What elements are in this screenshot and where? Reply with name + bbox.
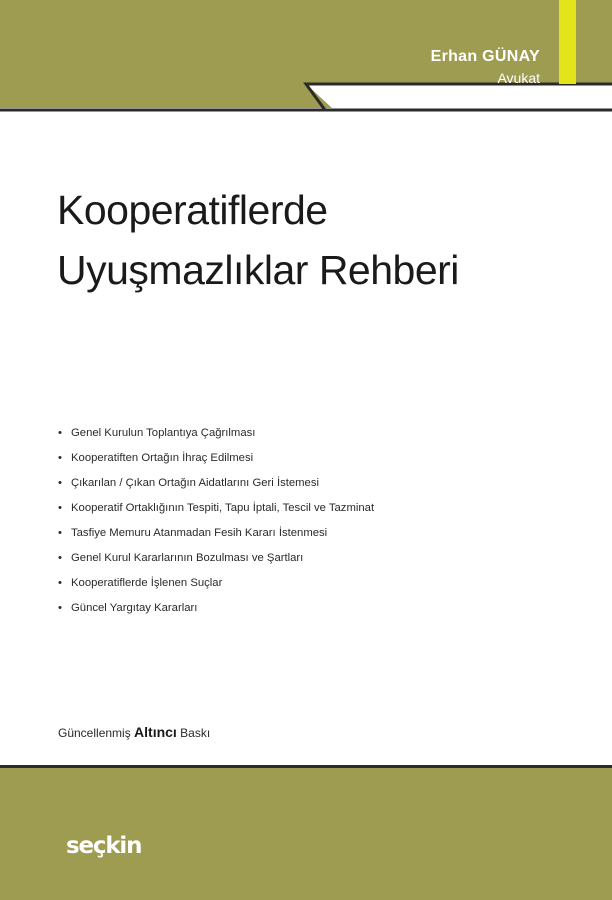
author-name: Erhan GÜNAY [430, 48, 540, 65]
topic-item: • Kooperatif Ortaklığının Tespiti, Tapu İptali, Tescil ve Tazminat [58, 496, 374, 521]
publisher-logo: seçkin [66, 833, 142, 859]
yellow-accent-tab [559, 0, 576, 84]
book-title-line-1: Kooperatiflerde [57, 187, 328, 233]
author-role: Avukat [497, 70, 540, 86]
book-title-line-2: Uyuşmazlıklar Rehberi [57, 247, 459, 293]
topic-item: • Güncel Yargıtay Kararları [58, 596, 374, 621]
topic-item: • Genel Kurul Kararlarının Bozulması ve Şartları [58, 546, 374, 571]
book-title [57, 180, 459, 300]
topic-list [58, 421, 374, 621]
edition-prefix: Güncellenmiş [58, 726, 131, 740]
topic-item: • Çıkarılan / Çıkan Ortağın Aidatlarını Geri İstemesi [58, 471, 374, 496]
topic-item: • Kooperatiflerde İşlenen Suçlar [58, 571, 374, 596]
topic-item: • Kooperatiften Ortağın İhraç Edilmesi [58, 446, 374, 471]
topic-item: • Genel Kurulun Toplantıya Çağrılması [58, 421, 374, 446]
edition-ordinal: Altıncı [134, 724, 177, 740]
topic-item: • Tasfiye Memuru Atanmadan Fesih Kararı İstenmesi [58, 521, 374, 546]
edition-note [58, 724, 210, 740]
edition-suffix: Baskı [180, 726, 211, 740]
